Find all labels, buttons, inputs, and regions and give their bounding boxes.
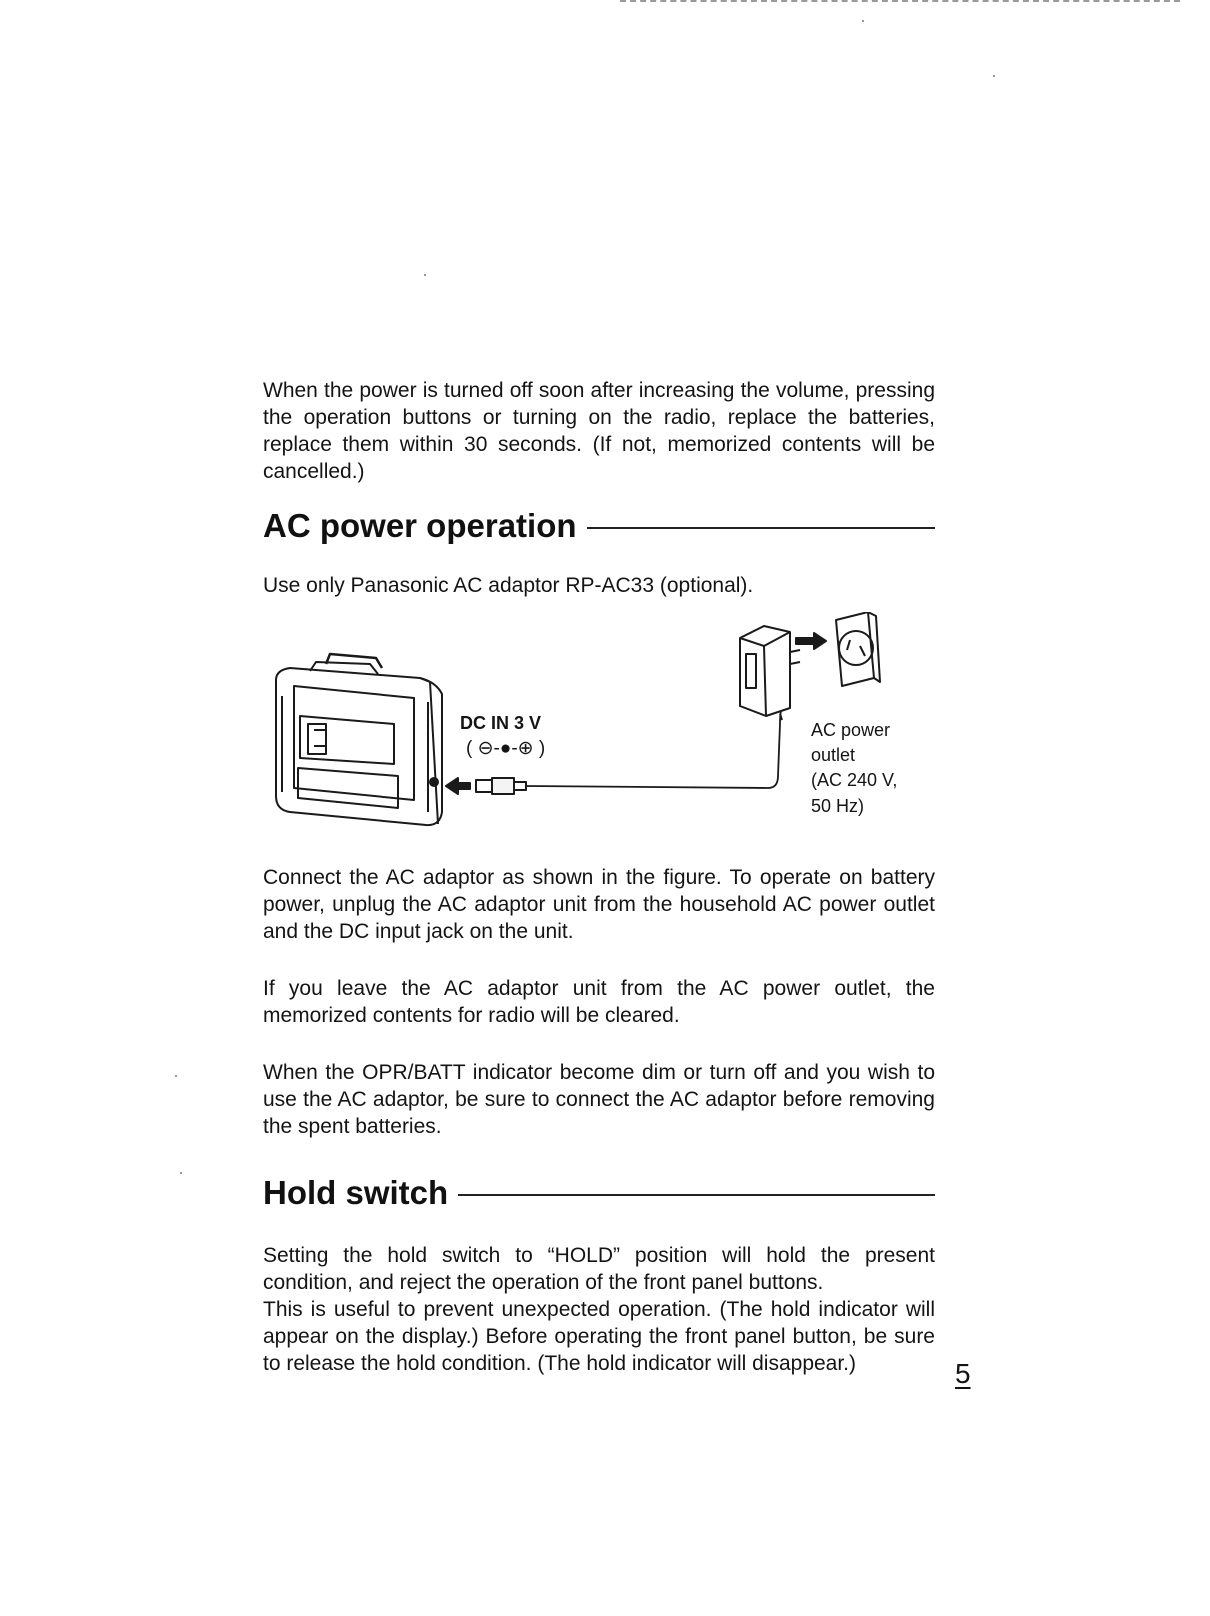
scan-speck <box>180 1172 182 1174</box>
ac-adaptor-connection-figure <box>270 612 950 852</box>
cassette-player-icon <box>276 654 442 825</box>
dc-plug-icon <box>476 778 526 794</box>
section-heading-ac-power <box>263 506 935 546</box>
scan-speck <box>424 274 426 276</box>
arrow-right-icon <box>796 633 826 649</box>
heading-rule <box>458 1194 935 1196</box>
arrow-left-icon <box>446 778 470 794</box>
scan-speck <box>993 75 995 77</box>
leave-adaptor-paragraph: If you leave the AC adaptor unit from the AC power outlet, the memorized contents for radio will be cleared. <box>263 977 935 1027</box>
connect-paragraph: Connect the AC adaptor as shown in the figure. To operate on battery power, unplug the AC adaptor unit from the household AC power outlet and the DC input jack on the unit. <box>263 866 935 943</box>
hold-paragraph-1: Setting the hold switch to “HOLD” position will hold the present condition, and reject the operation of the front panel buttons. <box>263 1244 935 1294</box>
dc-in-label: DC IN 3 V <box>460 713 542 733</box>
page-number: 5 <box>955 1358 971 1389</box>
scan-speck <box>862 20 864 22</box>
scan-top-edge <box>620 0 1180 4</box>
adaptor-cable <box>526 708 782 788</box>
wall-outlet-icon <box>836 612 880 686</box>
adaptor-note: Use only Panasonic AC adaptor RP-AC33 (optional). <box>263 574 754 597</box>
outlet-label-line-1: AC power <box>811 720 891 740</box>
outlet-label-line-2: outlet <box>811 745 856 765</box>
ac-adaptor-icon <box>740 626 800 720</box>
outlet-label-line-4: 50 Hz) <box>811 796 865 816</box>
polarity-label: ( ⊖-●-⊕ ) <box>466 738 546 759</box>
indicator-paragraph: When the OPR/BATT indicator become dim or turn off and you wish to use the AC adaptor, be sure to connect the AC adaptor before removing the spent batteries. <box>263 1061 935 1138</box>
section-heading-hold-switch <box>263 1173 935 1213</box>
section-heading-text: AC power operation <box>263 507 577 544</box>
intro-paragraph: When the power is turned off soon after increasing the volume, pressing the operation buttons or turning on the radio, replace the batteries, replace them within 30 seconds. (If not, memorized contents will be cancelled.) <box>263 379 935 483</box>
scan-speck <box>175 1075 177 1077</box>
section-heading-text: Hold switch <box>263 1174 449 1211</box>
outlet-label-line-3: (AC 240 V, <box>811 770 898 790</box>
heading-rule <box>587 527 935 529</box>
hold-paragraph-2: This is useful to prevent unexpected operation. (The hold indicator will appear on the display.) Before operating the front panel button, be sure to release the hold condition. (The hold indicator will disappear.) <box>263 1298 935 1375</box>
